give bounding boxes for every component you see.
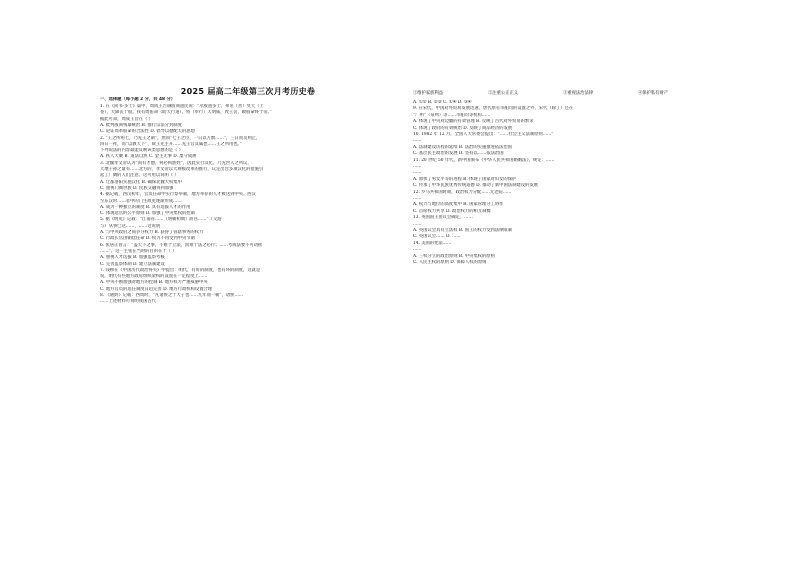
text-line: 2. “王之所用七，乃先王之制”，然而“七王之臣，一日以万数……”，三日而贯则止， <box>100 135 261 141</box>
text-line: …… <box>413 196 422 201</box>
text-line: C. 行政长官由朝廷任命 D. 权力不再受到中央节制 <box>100 236 195 242</box>
text-line: 起了广阔的人们注意，这可用以说明（ ） <box>100 173 179 179</box>
text-line: A. 三权分立的政治原则 B. 中央集权的原则 <box>413 253 495 259</box>
text-line: A. 迁都洛阳实施汉化 B. 确保北魏大权集中 <box>100 179 182 185</box>
text-line: 6. 张居正曾言：“盖天下之事，不难于立法，而难于法之必行；……考成法要不可动摇 <box>100 242 263 248</box>
text-line: C. 基层民主政治的发展 D. 坚持以……依法治国 <box>413 151 504 157</box>
text-line: 7. 钱穆在《中国历代政治得失》中提出：明代，有好的制度，也有坏的制度，这就是 <box>100 267 261 273</box>
text-line: C. 体现选官的公平原则 D. 加强了中央集权的控制 <box>100 211 195 217</box>
text-line: A. 体现了中央对边疆的有效管理 B. 反映了古代对外贸易的繁荣 <box>413 119 534 125</box>
text-line: A. 中央不断加强对地方的控制 B. 地方权力严重威胁中央 <box>100 280 208 286</box>
text-line: 1. 在《尚书·多士》篇中，周成王告诫殷商遗民说：“尔殷遗多士，弗吊（善）旻天（上 <box>100 104 264 109</box>
text-line: 12. 罗马共和国时期，政治权力分配……元老院…… <box>413 189 512 195</box>
text-line: 4. 据记载，西汉初年，官员任命中实行察举制，地方举荐的人才被送到中央。西汉 <box>100 192 256 198</box>
text-line: C. 英国议会…… D. …… <box>413 234 461 240</box>
text-line: 9. 在宋代，中国对外贸易发展迅速，唐代原有市舶司的设置之外，宋代（除了）还在 <box>413 106 574 112</box>
text-line: C. 完善监察体制 D. 建立法制建设 <box>100 261 165 267</box>
text-line: A. 权力与地位的高度集中 B. 国家管理分工协作 <box>413 202 504 208</box>
text-line: 苍），大降丧于殷。我有周佑命（助天行道），将（奉行）天明威，致王罚，敕殷命终于帝。” <box>100 110 272 116</box>
text-line: A. 重视人才选拔 B. 加强监察考核 <box>100 255 165 261</box>
text-line: C. 传承了中华民族优秀传统道德 D. 推动了新中国法制建设的发展 <box>413 183 538 189</box>
text-line: …… <box>413 164 422 169</box>
answer-options-row <box>413 91 711 97</box>
text-line: 3. 北魏孝文帝认为“尚有才德，何必拘族姓”，因此实行汉化，乃先世人之所议， <box>100 160 252 166</box>
section-heading: 一、选择题（每小题 2 分，共 48 分） <box>100 97 176 102</box>
text-line: C. 人民主权的原则 D. 保障人权的原则 <box>413 260 487 265</box>
text-line: “广州”（泉州）等……市舶司等机构…… <box>413 112 491 118</box>
text-line: …… <box>413 247 422 253</box>
text-line: A. 批判殷商残暴统治 B. 推行宗法分封制度 <box>100 122 182 128</box>
text-line: C. 地方官员的选任制度日趋完善 D. 地方行政机构设置合理 <box>100 286 213 292</box>
text-line: C. 首席权力共享 D. 政治权力的相互制衡 <box>413 208 491 214</box>
text-line: ……上述材料可说明我国古代 <box>100 299 156 305</box>
text-line: A. 成为一种独立的制度 B. 具有选拔人才的作用 <box>100 204 191 210</box>
text-line: 10. 1982 年 12 月，全国人大常委会提出：“……社会主义法制原则……” <box>413 132 554 137</box>
text-line: A. 加快了男女平等的进程 B. 体现了国家对妇女的保护 <box>413 176 517 182</box>
text-line: …… <box>413 138 422 144</box>
text-line: 8. 《通典》记载：西周时，“凡诸侯之于天子也……九年而一朝”，诸侯…… <box>100 293 244 298</box>
text-line: 5. 据《明史》记载：“江南省……（明朝初期）而宫……”（交游 <box>100 217 222 223</box>
text-line: 14. 美国的宪法…… <box>413 240 452 246</box>
exam-title: 2025 届高二年级第三次月考历史卷 <box>180 87 316 96</box>
text-line: 13. 英国国王由议会确定、…… <box>413 215 473 221</box>
text-line: C. 论证周革殷命的合法性 D. 倡导以德配天的思想 <box>100 129 195 135</box>
text-line: 至东汉时……者中的门生故吏逐渐形成…… <box>100 198 182 204</box>
text-line: …… <box>413 221 422 227</box>
option-4: ④保护私有财产 <box>638 91 669 96</box>
text-line: A. 与中央政府之间争夺权力 B. 获得了管辖事务的权力 <box>100 230 204 235</box>
text-line: A. 法制建设历程的延续 B. 法治的实施推进依法治国 <box>413 144 513 150</box>
text-line: C. 体现了政府的有效统治 D. 反映了商品经济的发展 <box>413 125 513 131</box>
option-2: ②注重公正正义 <box>488 91 519 96</box>
text-line: A. ①② B. ②③ C. ①④ D. ③④ <box>413 100 472 105</box>
text-line: A. 秩人天聚 B. 道法自然 C. 金主无事 D. 墨守成规 <box>100 154 197 160</box>
option-3: ③重视法治法律 <box>563 91 594 96</box>
text-line: ……”，这一主张在当时的目的在于（ ） <box>100 248 177 254</box>
text-line: A. 英国议会具有立法权 B. 国王的权力受到法律限制 <box>413 228 513 233</box>
text-line: 说，明代有些地方政府组织架构的设置在一定程度上…… <box>100 274 208 280</box>
option-1: ①维护家族利益 <box>413 91 444 96</box>
text-line: 下列说法的内容最能反映该类思想的是（ ） <box>100 148 184 154</box>
text-line: 与）从事已达……，……这说明 <box>100 223 161 229</box>
text-line: 11. 20 世纪 50 年代，新中国颁布《中华人民共和国婚姻法》，规定：…… <box>413 157 555 163</box>
text-line: C. 重视门阀世族 D. 民族交融得到加强 <box>100 185 174 191</box>
text-line: 天地子孙之量有……北方的，孝文帝以大规模改革的推行，议定出台多项汉化的措施引 <box>100 167 264 172</box>
text-line: 据此可知，周成王旨在（ ） <box>100 116 153 122</box>
text-line: 四日一祥，而“以教天下”，故王先主开……先王官其属也……王之所用也。” <box>100 141 242 147</box>
text-line: …… <box>413 170 422 176</box>
